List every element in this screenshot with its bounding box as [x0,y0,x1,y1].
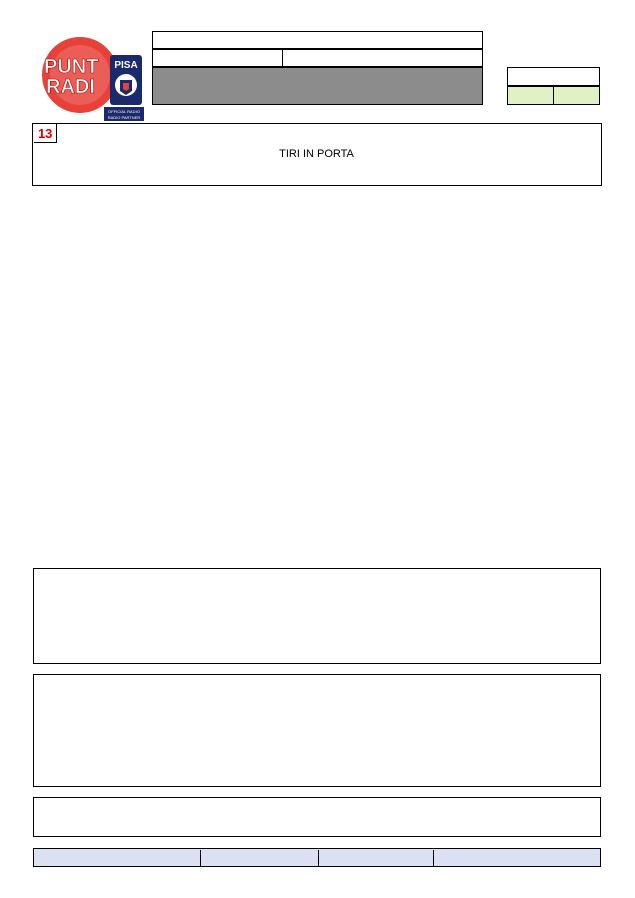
substitutions-label [269,568,364,664]
recupero-label [507,67,600,86]
svg-text:RADIO PARTNER: RADIO PARTNER [107,115,141,120]
recupero-second-half [553,86,600,105]
svg-text:RADI: RADI [46,76,95,98]
shots-on-target-label: TIRI IN PORTA [279,147,354,160]
svg-text:OFFICIAL RADIO: OFFICIAL RADIO [108,109,140,114]
home-shots-on-target-value: 13 [34,124,57,143]
svg-text:PISA: PISA [114,60,138,71]
matchday [152,49,283,67]
svg-text:PUNT: PUNT [44,56,99,78]
red-cards-label [269,797,364,837]
recupero-first-half [507,86,554,105]
punto-radio-logo [40,33,148,123]
match-title [152,67,483,105]
match-date [282,49,483,67]
season-title [152,31,483,49]
attendance-bar [33,848,601,867]
bookings-label [269,674,364,787]
